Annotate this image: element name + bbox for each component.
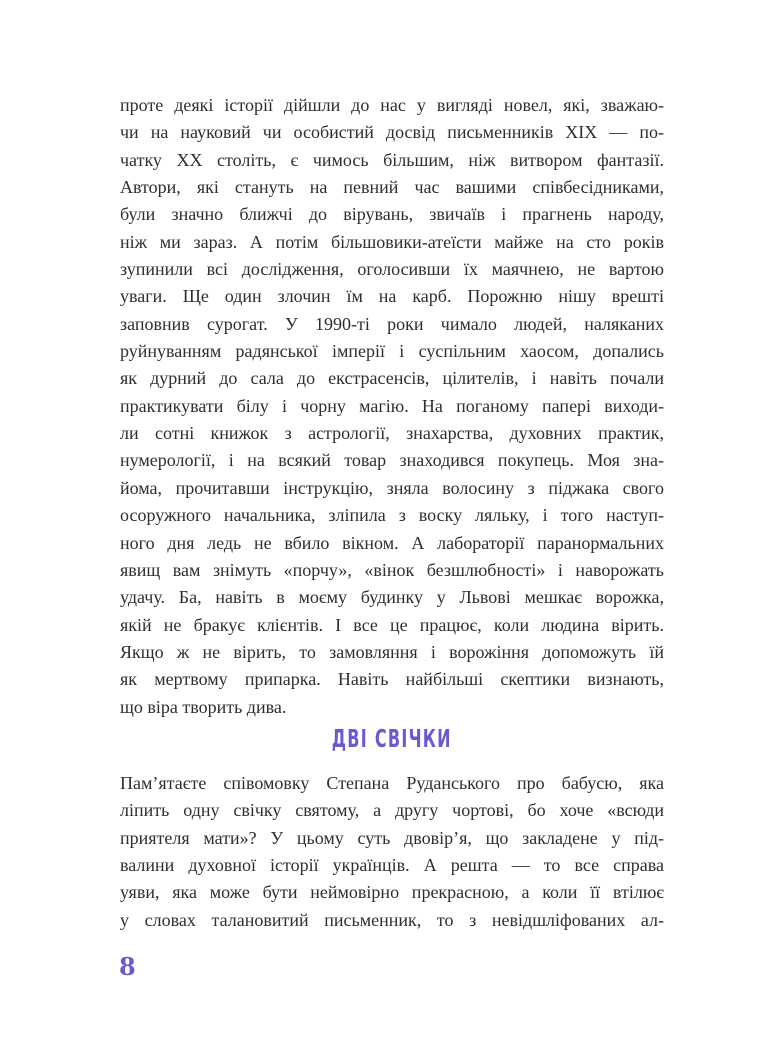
text-line: були значно ближчі до вірувань, звичаїв і прагнень народу, [120,204,664,225]
text-line: ного дня ледь не вбило вікном. А лабораторії паранормальних [120,532,664,553]
text-line: уяви, яка може бути неймовірно прекрасною, а коли її втілює [120,882,664,903]
text-line: нумерології, і на всякий товар знаходився покупець. Моя зна- [120,450,664,471]
text-line: уваги. Ще один злочин їм на карб. Порожню нішу врешті [120,286,664,307]
page-number: 8 [119,952,136,981]
text-column [120,92,664,934]
text-line: як мертвому припарка. Навіть найбільші скептики визнають, [120,669,664,690]
text-line: Автори, які стануть на певний час вашими співбесідниками, [120,177,664,198]
text-line: що віра творить дива. [120,696,287,717]
text-line: заповнив сурогат. У 1990-ті роки чимало людей, наляканих [120,313,664,334]
body-paragraph-2 [120,770,664,934]
text-line: у словах талановитий письменник, то з невідшліфованих ал- [120,909,664,930]
text-line: ли сотні книжок з астрології, знахарства, духовних практик, [120,423,664,444]
text-line: Пам’ятаєте співомовку Степана Руданського про бабусю, яка [120,772,664,793]
text-line: практикувати білу і чорну магію. На поганому папері виходи- [120,395,664,416]
text-line: йома, прочитавши інструкцію, зняла волосину з піджака свого [120,477,664,498]
text-line: Якщо ж не вірить, то замовляння і ворожіння допоможуть їй [120,641,664,662]
text-line: приятеля мати»? У цьому суть двовір’я, що закладене у під- [120,827,664,848]
text-line: проте деякі історії дійшли до нас у вигляді новел, які, зважаю- [120,95,664,115]
section-heading-text: ДВІ СВІЧКИ [331,723,453,753]
section-heading [120,724,664,754]
text-line: чатку XX століть, є чимось більшим, ніж витвором фантазії. [120,149,664,170]
text-line: як дурний до сала до екстрасенсів, цілителів, і навіть почали [120,368,664,389]
text-line: зупинили всі дослідження, оголосивши їх маячнею, не вартою [120,259,664,280]
text-line: руйнуванням радянської імперії і суспільним хаосом, допались [120,341,664,362]
text-line: якій не бракує клієнтів. І все це працює, коли людина вірить. [120,614,664,635]
body-paragraph-1 [120,92,664,721]
text-line: чи на науковий чи особистий досвід письменників XIX — по- [120,122,664,143]
text-line: удачу. Ба, навіть в моєму будинку у Львові мешкає ворожка, [120,587,664,608]
text-line: валини духовної історії українців. А решта — то все справа [120,854,664,875]
text-line: ніж ми зараз. А потім більшовики-атеїсти майже на сто років [120,231,664,252]
text-line: явищ вам знімуть «порчу», «вінок безшлюбності» і наворожать [120,559,664,580]
text-line: ліпить одну свічку святому, а другу чортові, бо хоче «всюди [120,800,664,821]
text-line: осоружного начальника, зліпила з воску ляльку, і того наступ- [120,505,664,526]
